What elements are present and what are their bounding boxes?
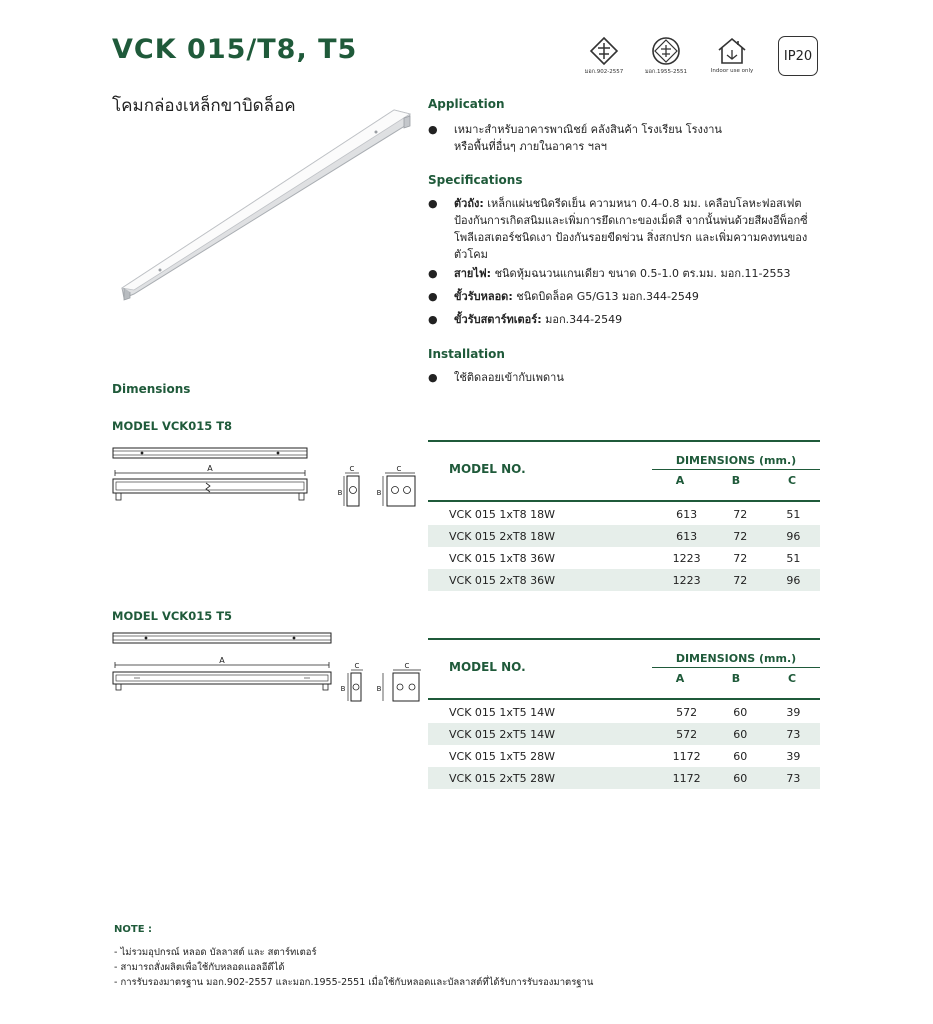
tis-1955-mark bbox=[636, 36, 696, 76]
bullet-icon: ● bbox=[428, 313, 438, 326]
spec-label: ตัวถัง: bbox=[454, 197, 484, 210]
cert-caption: มอก.902-2557 bbox=[584, 69, 624, 75]
cell-c: 51 bbox=[786, 551, 801, 565]
dim-label-c: C bbox=[404, 662, 410, 670]
dim-label-c: C bbox=[354, 662, 360, 670]
cell-c: 96 bbox=[786, 529, 801, 543]
bullet-icon: ● bbox=[428, 123, 438, 136]
note-line: - ไม่รวมอุปกรณ์ หลอด บัลลาสต์ และ สตาร์ทเตอร์ bbox=[114, 947, 317, 958]
column-header-dimensions: DIMENSIONS (mm.) bbox=[675, 454, 797, 467]
application-line: หรือพื้นที่อื่นๆ ภายในอาคาร ฯลฯ bbox=[454, 140, 607, 153]
application-line: เหมาะสำหรับอาคารพาณิชย์ คลังสินค้า โรงเรียน โรงงาน bbox=[454, 123, 722, 136]
cell-a: 1172 bbox=[672, 771, 701, 785]
cell-b: 60 bbox=[733, 749, 748, 763]
note-heading: NOTE : bbox=[114, 924, 153, 935]
table-row bbox=[428, 723, 820, 745]
t5-drawing-side bbox=[110, 630, 335, 700]
page-title: VCK 015/T8, T5 bbox=[112, 34, 358, 65]
cell-a: 613 bbox=[676, 529, 698, 543]
model-t8-heading: MODEL VCK015 T8 bbox=[112, 419, 233, 433]
dim-label-b: B bbox=[376, 685, 382, 693]
cell-c: 96 bbox=[786, 573, 801, 587]
spec-label: ขั้วรับสตาร์ทเตอร์: bbox=[454, 313, 542, 326]
cell-model: VCK 015 2xT5 14W bbox=[449, 727, 556, 741]
table-row bbox=[428, 503, 820, 525]
cell-b: 60 bbox=[733, 727, 748, 741]
cell-c: 73 bbox=[786, 727, 801, 741]
table-row bbox=[428, 547, 820, 569]
spec-line: เหล็กแผ่นชนิดรีดเย็น ความหนา 0.4-0.8 มม. เคลือบโลหะฟอสเฟต bbox=[487, 197, 802, 210]
cell-a: 572 bbox=[676, 727, 698, 741]
table-row bbox=[428, 525, 820, 547]
indoor-house-icon bbox=[716, 36, 748, 66]
spec-text bbox=[454, 288, 864, 305]
cell-b: 72 bbox=[733, 529, 748, 543]
table-header-rule bbox=[428, 500, 820, 502]
list-item bbox=[428, 138, 868, 155]
cell-model: VCK 015 1xT8 18W bbox=[449, 507, 556, 521]
note-line: - การรับรองมาตรฐาน มอก.902-2557 และมอก.1955-2551 เมื่อใช้กับหลอดและบัลลาสต์ที่ได้รับการรับรองมาตรฐาน bbox=[114, 977, 594, 988]
column-header-a: A bbox=[675, 672, 685, 685]
bullet-icon: ● bbox=[428, 267, 438, 280]
table-row bbox=[428, 569, 820, 591]
column-header-c: C bbox=[787, 474, 797, 487]
tis-902-mark bbox=[574, 36, 634, 76]
bullet-icon: ● bbox=[428, 197, 438, 210]
t5-drawing-end bbox=[337, 659, 427, 707]
table-row bbox=[428, 767, 820, 789]
cert-caption: มอก.1955-2551 bbox=[645, 69, 687, 75]
cell-b: 60 bbox=[733, 771, 748, 785]
application-heading: Application bbox=[428, 97, 505, 111]
spec-line: มอก.344-2549 bbox=[545, 313, 623, 326]
cell-model: VCK 015 1xT5 14W bbox=[449, 705, 556, 719]
column-header-model: MODEL NO. bbox=[449, 660, 526, 674]
list-item bbox=[428, 369, 868, 386]
cell-a: 1172 bbox=[672, 749, 701, 763]
installation-line: ใช้ติดลอยเข้ากับเพดาน bbox=[454, 371, 564, 384]
spec-label: สายไฟ: bbox=[454, 267, 492, 280]
cell-b: 72 bbox=[733, 551, 748, 565]
cell-c: 73 bbox=[786, 771, 801, 785]
cell-b: 60 bbox=[733, 705, 748, 719]
column-header-model: MODEL NO. bbox=[449, 462, 526, 476]
table-row bbox=[428, 701, 820, 723]
cell-b: 72 bbox=[733, 573, 748, 587]
spec-label: ขั้วรับหลอด: bbox=[454, 290, 513, 303]
cell-model: VCK 015 2xT5 28W bbox=[449, 771, 556, 785]
spec-text bbox=[454, 265, 864, 282]
list-item bbox=[428, 265, 868, 282]
bullet-icon: ● bbox=[428, 290, 438, 303]
dim-label-c: C bbox=[396, 465, 402, 473]
spec-line: ป้องกันการเกิดสนิมและเพิ่มการยึดเกาะของเม็ดสี จากนั้นพ่นด้วยสีผงอีพ็อกซี่ bbox=[454, 214, 808, 227]
cell-a: 613 bbox=[676, 507, 698, 521]
cell-model: VCK 015 1xT8 36W bbox=[449, 551, 556, 565]
indoor-use-mark bbox=[702, 36, 762, 74]
t8-drawing-end bbox=[335, 462, 425, 512]
spec-text bbox=[454, 311, 864, 328]
list-item bbox=[428, 195, 868, 263]
tis-diamond-icon bbox=[589, 36, 619, 66]
list-item bbox=[428, 121, 868, 138]
spec-line: โพลีเอสเตอร์ชนิดเงา ป้องกันรอยขีดข่วน สิ่งสกปรก และเพิ่มความคงทนของ bbox=[454, 231, 808, 244]
dim-label-b: B bbox=[337, 489, 343, 497]
spec-line: ตัวโคม bbox=[454, 248, 488, 261]
product-photo bbox=[118, 108, 418, 308]
column-header-b: B bbox=[731, 474, 741, 487]
spec-line: ชนิดหุ้มฉนวนแกนเดียว ขนาด 0.5-1.0 ตร.มม. มอก.11-2553 bbox=[494, 267, 791, 280]
table-row bbox=[428, 745, 820, 767]
cert-caption: Indoor use only bbox=[710, 68, 754, 74]
column-header-c: C bbox=[787, 672, 797, 685]
spec-line: ชนิดบิดล็อค G5/G13 มอก.344-2549 bbox=[516, 290, 699, 303]
note-line: - สามารถสั่งผลิตเพื่อใช้กับหลอดแอลอีดีได้ bbox=[114, 962, 285, 973]
cell-a: 572 bbox=[676, 705, 698, 719]
column-header-b: B bbox=[731, 672, 741, 685]
dim-label-c: C bbox=[349, 465, 355, 473]
installation-heading: Installation bbox=[428, 347, 505, 361]
spec-text bbox=[454, 195, 864, 263]
model-t5-heading: MODEL VCK015 T5 bbox=[112, 609, 233, 623]
cell-a: 1223 bbox=[672, 573, 701, 587]
cell-model: VCK 015 2xT8 18W bbox=[449, 529, 556, 543]
cell-c: 51 bbox=[786, 507, 801, 521]
dim-label-b: B bbox=[376, 489, 382, 497]
list-item bbox=[428, 311, 868, 328]
dims-header-rule bbox=[652, 469, 820, 470]
column-header-dimensions: DIMENSIONS (mm.) bbox=[675, 652, 797, 665]
dimensions-heading: Dimensions bbox=[112, 382, 191, 396]
ip-rating-badge: IP20 bbox=[778, 36, 818, 76]
table-header-rule bbox=[428, 698, 820, 700]
t5-dimensions-table bbox=[428, 701, 820, 789]
t8-dimensions-table bbox=[428, 503, 820, 591]
cell-model: VCK 015 1xT5 28W bbox=[449, 749, 556, 763]
cell-b: 72 bbox=[733, 507, 748, 521]
cell-c: 39 bbox=[786, 749, 801, 763]
dim-label-b: B bbox=[340, 685, 346, 693]
cell-a: 1223 bbox=[672, 551, 701, 565]
t8-drawing-side bbox=[110, 445, 310, 515]
specifications-heading: Specifications bbox=[428, 173, 523, 187]
dim-label-a: A bbox=[207, 464, 213, 473]
table-top-rule bbox=[428, 440, 820, 442]
column-header-a: A bbox=[675, 474, 685, 487]
cell-c: 39 bbox=[786, 705, 801, 719]
dim-label-a: A bbox=[219, 656, 225, 665]
table-top-rule bbox=[428, 638, 820, 640]
cell-model: VCK 015 2xT8 36W bbox=[449, 573, 556, 587]
list-item bbox=[428, 288, 868, 305]
tis-circle-icon bbox=[651, 36, 681, 66]
bullet-icon: ● bbox=[428, 371, 438, 384]
product-subtitle: โคมกล่องเหล็กขาบิดล็อค bbox=[112, 96, 296, 116]
dims-header-rule bbox=[652, 667, 820, 668]
